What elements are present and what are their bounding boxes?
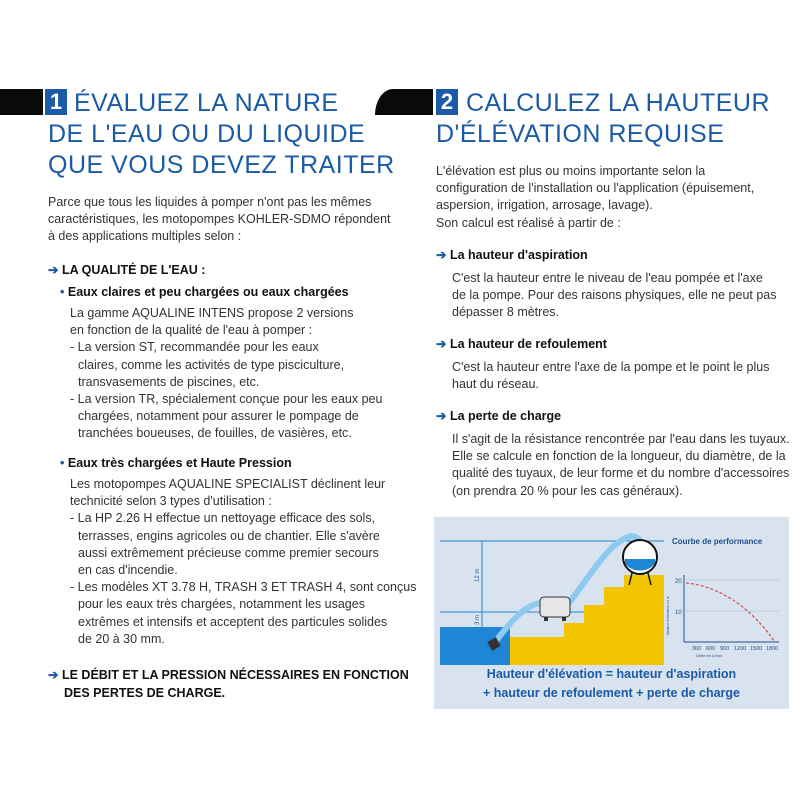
left-title (48, 88, 395, 181)
left-title-line-1: ÉVALUEZ LA NATURE (74, 89, 339, 117)
section-heading-flow-line: DES PERTES DE CHARGE. (64, 686, 226, 700)
right-intro-line: L'élévation est plus ou moins importante selon la (436, 164, 706, 178)
right-intro-line: Son calcul est réalisé à partir de : (436, 215, 621, 230)
y-tick-20: 20 (675, 579, 682, 585)
text-line: - La version TR, spécialement conçue pour les eaux peu (70, 392, 383, 407)
right-intro-line: configuration de l'installation ou l'application (épuisement, (436, 181, 755, 196)
text-line: pour les eaux très chargées, notamment les usages (78, 597, 365, 612)
arrow-icon: ➔ (436, 409, 447, 423)
section-heading-flow (48, 666, 409, 702)
right-title-line-2: D'ÉLÉVATION REQUISE (436, 120, 725, 148)
x-tick-900: 900 (720, 646, 730, 652)
left-title-line-3: QUE VOUS DEVEZ TRAITER (48, 151, 395, 179)
text-line: - La HP 2.26 H effectue un nettoyage efficace des sols, (70, 511, 376, 526)
text-line: chargées, notamment pour assurer le pompage de (78, 409, 359, 424)
pump-foot (562, 617, 566, 621)
right-intro (436, 163, 754, 232)
text-line: haut du réseau. (452, 377, 539, 392)
text-line: en fonction de la qualité de l'eau à pomper : (70, 323, 313, 338)
bullet-icon: • (60, 285, 65, 299)
text-line: - Les modèles XT 3.78 H, TRASH 3 ET TRASH 4, sont conçus (70, 580, 417, 595)
x-tick-300: 300 (692, 646, 702, 652)
left-intro (48, 194, 391, 246)
text-line: terrasses, engins agricoles ou de chantier. Elle s'avère (78, 528, 380, 543)
arrow-icon: ➔ (48, 263, 59, 277)
section-heading-quality-label: LA QUALITÉ DE L'EAU : (61, 263, 206, 277)
section-heading-quality (48, 262, 205, 277)
y-axis-label: Hauteur d'élévation en m (666, 596, 670, 635)
formula-line: Hauteur d'élévation = hauteur d'aspiration (486, 667, 737, 681)
text-line: de la pompe. Pour des raisons physiques, elle ne peut pas (452, 288, 777, 303)
label-12m: 12 m (475, 568, 481, 582)
heading-pressure-loss (436, 408, 561, 423)
heading-discharge-height (436, 336, 607, 351)
left-section-number: 1 (45, 89, 67, 115)
performance-curve (686, 583, 774, 641)
text-line: qualité des tuyaux, de leur forme et du nombre d'accessoires (452, 466, 790, 481)
text-line: (on prendra 20 % pour les cas généraux). (452, 483, 683, 498)
text-line: dépasser 8 mètres. (452, 305, 559, 320)
left-intro-line: caractéristiques, les motopompes KOHLER-SDMO répondent (48, 212, 391, 227)
curve-title: Courbe de performance (672, 537, 763, 546)
right-title (436, 88, 770, 150)
sub-heading-heavy-water (60, 456, 292, 470)
right-title-line-1: CALCULEZ LA HAUTEUR (466, 89, 771, 117)
text-line: aussi extrêmement précieuse comme premier secours (78, 545, 379, 560)
clear-water-text (70, 305, 382, 443)
text-line: Il s'agit de la résistance rencontrée par l'eau dans les tuyaux. (452, 432, 790, 446)
x-tick-1200: 1200 (734, 646, 747, 652)
left-title-bar (0, 89, 43, 115)
text-line: C'est la hauteur entre l'axe de la pompe et le point le plus (452, 360, 770, 374)
text-line: - La version ST, recommandée pour les eaux (70, 340, 319, 355)
sub-heading-clear-water (60, 285, 349, 299)
elevation-diagram (434, 517, 789, 709)
arrow-icon: ➔ (436, 248, 447, 262)
stairs (510, 575, 664, 665)
left-title-line-2: DE L'EAU OU DU LIQUIDE (48, 120, 366, 148)
pump-foot (544, 617, 548, 621)
heading-suction-height (436, 247, 588, 262)
x-tick-1800: 1800 (766, 646, 779, 652)
right-section-number: 2 (436, 89, 458, 115)
arrow-icon: ➔ (436, 337, 447, 351)
text-line: technicité selon 3 types d'utilisation : (70, 494, 272, 509)
label-3m: 3 m (475, 614, 481, 625)
pump (540, 597, 570, 617)
left-intro-line: Parce que tous les liquides à pomper n'ont pas les mêmes (48, 195, 372, 209)
sub-heading-clear-water-label: Eaux claires et peu chargées ou eaux chargées (67, 285, 349, 299)
formula-line: + hauteur de refoulement + perte de charge (482, 686, 741, 700)
left-intro-line: à des applications multiples selon : (48, 229, 242, 244)
heading-discharge-height-label: La hauteur de refoulement (449, 337, 607, 351)
bullet-icon: • (60, 456, 65, 470)
heading-suction-height-label: La hauteur d'aspiration (449, 248, 588, 262)
sub-heading-heavy-water-label: Eaux très chargées et Haute Pression (67, 456, 292, 470)
text-line: tranchées boueuses, de fouilles, de vasières, etc. (78, 426, 352, 441)
section-heading-flow-line: LE DÉBIT ET LA PRESSION NÉCESSAIRES EN FONCTION (61, 668, 409, 682)
x-axis-label: Débit en L/min. (696, 653, 723, 658)
elevation-formula (434, 665, 789, 703)
right-title-bar (375, 89, 433, 115)
text-line: en cas d'incendie. (78, 563, 178, 578)
right-intro-line: aspersion, irrigation, arrosage, lavage). (436, 198, 653, 213)
text-line: La gamme AQUALINE INTENS propose 2 versions (70, 306, 354, 320)
heading-pressure-loss-label: La perte de charge (449, 409, 562, 423)
x-tick-1500: 1500 (750, 646, 763, 652)
discharge-height-text (452, 359, 769, 393)
text-line: C'est la hauteur entre le niveau de l'eau pompée et l'axe (452, 271, 763, 285)
text-line: Elle se calcule en fonction de la longueur, du diamètre, de la (452, 449, 786, 464)
text-line: transvasements de piscines, etc. (78, 374, 260, 389)
suction-height-text (452, 270, 777, 322)
text-line: extrêmes et intensifs et acceptent des particules solides (78, 614, 388, 629)
y-tick-10: 10 (675, 610, 682, 616)
text-line: claires, comme les activités de type pisciculture, (78, 357, 345, 372)
arrow-icon: ➔ (48, 668, 59, 682)
x-tick-600: 600 (706, 646, 716, 652)
pressure-loss-text (452, 431, 790, 500)
text-line: Les motopompes AQUALINE SPECIALIST déclinent leur (70, 477, 386, 491)
heavy-water-text (70, 476, 416, 648)
text-line: de 20 à 30 mm. (78, 631, 165, 646)
